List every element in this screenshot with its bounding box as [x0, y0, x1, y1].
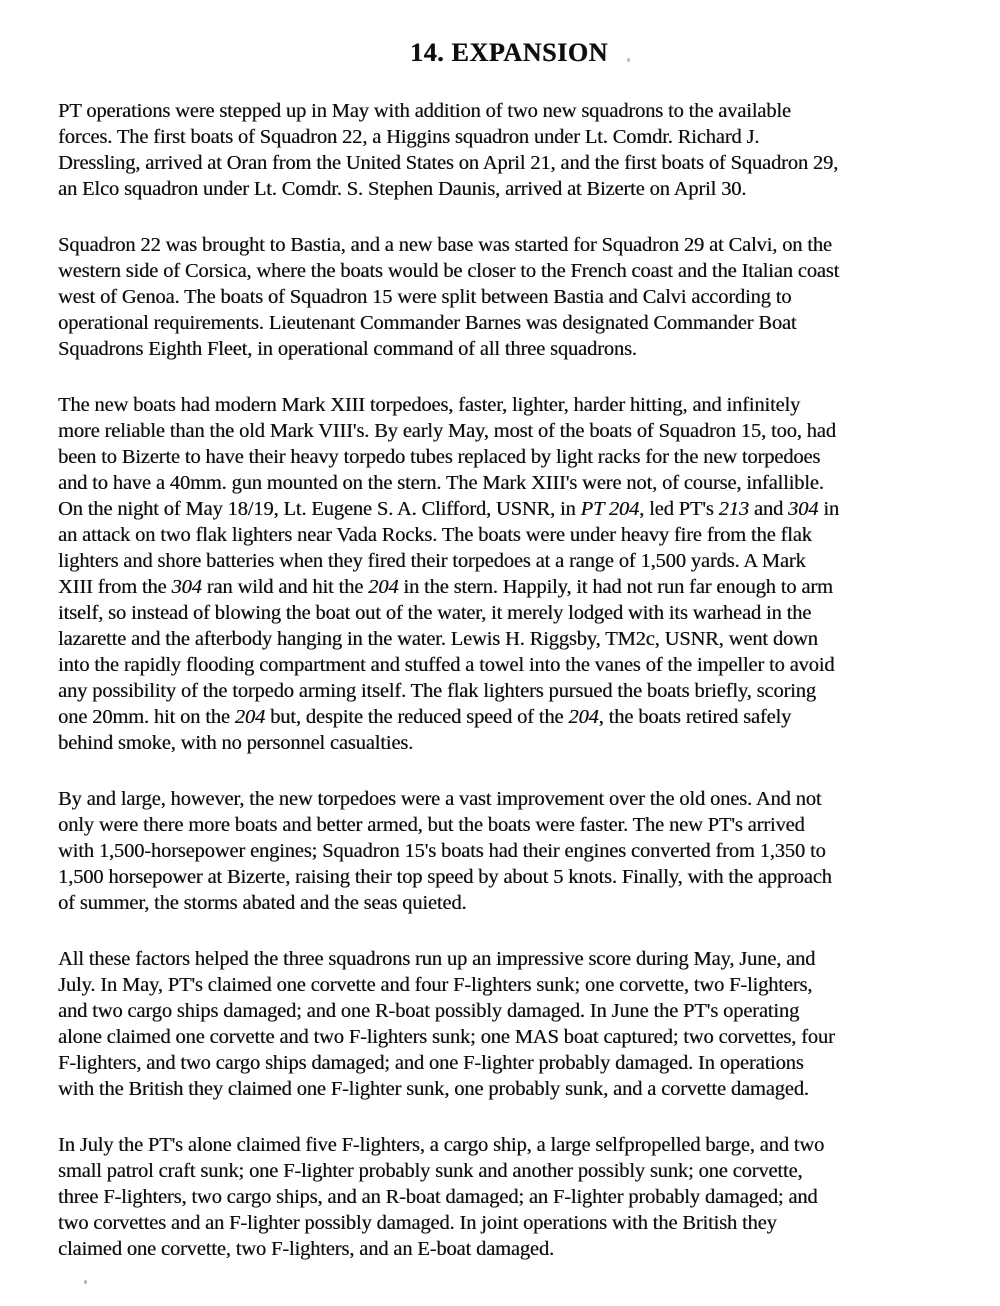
text-line — [58, 284, 960, 310]
text-line — [58, 730, 960, 756]
text-run: one 20mm. hit on the — [58, 706, 235, 728]
text-line — [58, 786, 960, 812]
text-run: XIII from the — [58, 576, 172, 598]
text-line — [58, 418, 960, 444]
text-run: into the rapidly flooding compartment and stuffed a towel into the vanes of the impeller to avoid — [58, 654, 835, 676]
text-line — [58, 1158, 960, 1184]
text-run: On the night of May 18/19, Lt. Eugene S. A. Clifford, USNR, in — [58, 498, 581, 520]
text-run: in — [818, 498, 839, 520]
text-line — [58, 946, 960, 972]
text-line — [58, 1210, 960, 1236]
text-line — [58, 310, 960, 336]
paragraph — [58, 392, 960, 756]
text-run: Dressling, arrived at Oran from the United States on April 21, and the first boats of Squadron 29, — [58, 152, 839, 174]
text-run: In July the PT's alone claimed five F-lighters, a cargo ship, a large selfpropelled barge, and two — [58, 1134, 825, 1156]
text-run: with 1,500-horsepower engines; Squadron 15's boats had their engines converted from 1,350 to — [58, 840, 826, 862]
text-run: an Elco squadron under Lt. Comdr. S. Stephen Daunis, arrived at Bizerte on April 30. — [58, 178, 747, 200]
text-line — [58, 470, 960, 496]
text-line — [58, 1050, 960, 1076]
italic-text-run: 204 — [234, 706, 266, 728]
text-line — [58, 678, 960, 704]
text-line — [58, 1184, 960, 1210]
text-run: any possibility of the torpedo arming itself. The flak lighters pursued the boats briefly, scoring — [58, 680, 816, 702]
text-line — [58, 98, 960, 124]
text-run: , the boats retired safely — [598, 706, 792, 728]
scan-speck — [84, 1280, 87, 1284]
text-run: but, despite the reduced speed of the — [265, 706, 569, 728]
italic-text-run: 213 — [718, 498, 749, 520]
italic-text-run: 304 — [788, 498, 819, 520]
text-run: 1,500 horsepower at Bizerte, raising their top speed by about 5 knots. Finally, with the approach — [58, 866, 832, 888]
text-line — [58, 336, 960, 362]
text-run: , led PT's — [639, 498, 719, 520]
text-run: PT operations were stepped up in May with addition of two new squadrons to the available — [58, 100, 791, 122]
text-run: and to have a 40mm. gun mounted on the stern. The Mark XIII's were not, of course, infallible. — [58, 472, 824, 494]
text-line — [58, 444, 960, 470]
paragraph — [58, 946, 960, 1102]
text-run: operational requirements. Lieutenant Commander Barnes was designated Commander Boat — [58, 312, 797, 334]
text-line — [58, 626, 960, 652]
scan-speck — [627, 58, 630, 62]
text-line — [58, 150, 960, 176]
text-run: ran wild and hit the — [201, 576, 369, 598]
text-run: alone claimed one corvette and two F-lighters sunk; one MAS boat captured; two corvettes, four — [58, 1026, 835, 1048]
paragraph — [58, 1132, 960, 1262]
text-run: been to Bizerte to have their heavy torpedo tubes replaced by light racks for the new torpedoes — [58, 446, 821, 468]
text-run: The new boats had modern Mark XIII torpedoes, faster, lighter, harder hitting, and infinitely — [58, 394, 801, 416]
body-text — [58, 98, 960, 1262]
text-run: Squadrons Eighth Fleet, in operational command of all three squadrons. — [58, 338, 637, 360]
text-line — [58, 1024, 960, 1050]
text-run: in the stern. Happily, it had not run far enough to arm — [398, 576, 833, 598]
text-run: itself, so instead of blowing the boat out of the water, it merely lodged with its warhead in the — [58, 602, 812, 624]
text-run: two corvettes and an F-lighter possibly damaged. In joint operations with the British they — [58, 1212, 777, 1234]
text-run: with the British they claimed one F-lighter sunk, one probably sunk, and a corvette damaged. — [58, 1078, 809, 1100]
text-line — [58, 998, 960, 1024]
text-run: only were there more boats and better armed, but the boats were faster. The new PT's arrived — [58, 814, 805, 836]
text-line — [58, 124, 960, 150]
text-line — [58, 1076, 960, 1102]
text-run: forces. The first boats of Squadron 22, a Higgins squadron under Lt. Comdr. Richard J. — [58, 126, 760, 148]
text-run: claimed one corvette, two F-lighters, and an E-boat damaged. — [58, 1238, 554, 1260]
text-line — [58, 1132, 960, 1158]
paragraph — [58, 98, 960, 202]
text-line — [58, 864, 960, 890]
text-line — [58, 258, 960, 284]
text-line — [58, 1236, 960, 1262]
text-run: lazarette and the afterbody hanging in the water. Lewis H. Riggsby, TM2c, USNR, went down — [58, 628, 818, 650]
text-run: three F-lighters, two cargo ships, and an R-boat damaged; an F-lighter probably damaged; and — [58, 1186, 818, 1208]
text-line — [58, 496, 960, 522]
text-line — [58, 392, 960, 418]
text-run: and — [748, 498, 789, 520]
text-run: of summer, the storms abated and the seas quieted. — [58, 892, 467, 914]
text-run: an attack on two flak lighters near Vada Rocks. The boats were under heavy fire from the flak — [58, 524, 812, 546]
text-line — [58, 838, 960, 864]
chapter-title: 14. EXPANSION — [409, 38, 608, 67]
italic-text-run: 304 — [171, 576, 202, 598]
text-run: more reliable than the old Mark VIII's. By early May, most of the boats of Squadron 15, too, had — [58, 420, 836, 442]
text-line — [58, 548, 960, 574]
italic-text-run: PT 204 — [580, 498, 640, 520]
text-line — [58, 704, 960, 730]
text-run: F-lighters, and two cargo ships damaged; and one F-lighter probably damaged. In operations — [58, 1052, 804, 1074]
text-run: Squadron 22 was brought to Bastia, and a new base was started for Squadron 29 at Calvi, on the — [58, 234, 832, 256]
text-run: lighters and shore batteries when they fired their torpedoes at a range of 1,500 yards. A Mark — [58, 550, 806, 572]
text-run: July. In May, PT's claimed one corvette and four F-lighters sunk; one corvette, two F-lighters, — [58, 974, 813, 996]
text-line — [58, 600, 960, 626]
text-line — [58, 652, 960, 678]
text-run: All these factors helped the three squadrons run up an impressive score during May, June, and — [58, 948, 816, 970]
text-run: and two cargo ships damaged; and one R-boat possibly damaged. In June the PT's operating — [58, 1000, 800, 1022]
text-line — [58, 890, 960, 916]
text-run: west of Genoa. The boats of Squadron 15 were split between Bastia and Calvi according to — [58, 286, 792, 308]
text-line — [58, 176, 960, 202]
paragraph — [58, 232, 960, 362]
text-line — [58, 812, 960, 838]
text-line — [58, 972, 960, 998]
text-run: western side of Corsica, where the boats would be closer to the French coast and the Italian coast — [58, 260, 840, 282]
text-run: small patrol craft sunk; one F-lighter probably sunk and another possibly sunk; one corvette, — [58, 1160, 803, 1182]
text-line — [58, 522, 960, 548]
text-run: By and large, however, the new torpedoes were a vast improvement over the old ones. And not — [58, 788, 822, 810]
paragraph — [58, 786, 960, 916]
italic-text-run: 204 — [568, 706, 599, 728]
text-line — [58, 232, 960, 258]
text-run: behind smoke, with no personnel casualties. — [58, 732, 414, 754]
text-line — [58, 574, 960, 600]
italic-text-run: 204 — [368, 576, 399, 598]
